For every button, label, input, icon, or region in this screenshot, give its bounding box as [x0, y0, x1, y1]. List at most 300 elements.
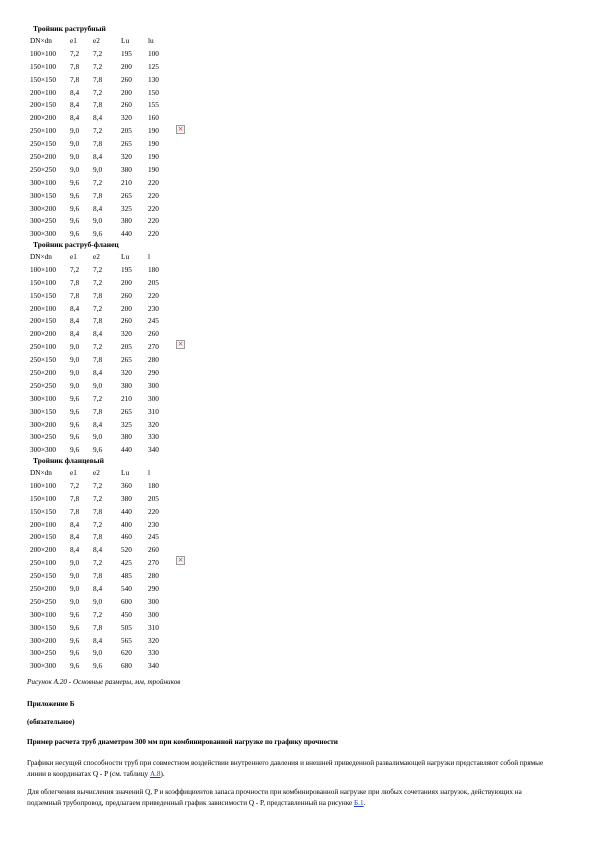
table-header-row: [30, 251, 173, 264]
table-row: [30, 125, 173, 138]
table-cell: 200×200: [30, 329, 57, 339]
table-cell: 190: [148, 164, 159, 174]
table-cell: 7,8: [70, 290, 80, 300]
table-cell: 7,2: [93, 277, 103, 287]
table-cell: 250×100: [30, 342, 57, 352]
table-cell: 7,8: [93, 190, 103, 200]
table-cell: 100: [148, 48, 159, 58]
table-cell: 130: [148, 74, 159, 84]
table-cell: 300×200: [30, 635, 57, 645]
table-cell: 300×250: [30, 216, 57, 226]
table-cell: 250×100: [30, 126, 57, 136]
table-cell: 9,0: [70, 558, 80, 568]
table-cell: 7,2: [93, 177, 103, 187]
table-cell: 565: [121, 635, 132, 645]
table-cell: 150×100: [30, 493, 57, 503]
table-cell: 250×250: [30, 596, 57, 606]
table-cell: 265: [121, 355, 132, 365]
table-cell: 7,2: [93, 87, 103, 97]
table-cell: 250×200: [30, 152, 57, 162]
table-cell: 8,4: [70, 87, 80, 97]
table-cell: 460: [121, 532, 132, 542]
table-cell: 7,2: [93, 480, 103, 490]
table-cell: 9,0: [93, 596, 103, 606]
figure-b1-link[interactable]: Б.1: [354, 798, 364, 807]
table-cell: 9,6: [70, 445, 80, 455]
table-cell: 620: [121, 648, 132, 658]
table-cell: 7,2: [93, 264, 103, 274]
table-cell: 7,2: [93, 61, 103, 71]
table-cell: 8,4: [93, 368, 103, 378]
table-cell: 220: [148, 506, 159, 516]
table-cell: 7,8: [93, 532, 103, 542]
table-cell: 9,0: [93, 216, 103, 226]
table-cell: 9,6: [70, 661, 80, 671]
table-cell: 150×150: [30, 290, 57, 300]
table-cell: 9,6: [70, 432, 80, 442]
table-row: [30, 177, 173, 190]
table-cell: 200: [121, 277, 132, 287]
table-cell: 8,4: [70, 303, 80, 313]
table-cell: 270: [148, 558, 159, 568]
table-cell: 9,6: [70, 229, 80, 239]
table-row: [30, 480, 173, 493]
table-cell: 9,0: [70, 126, 80, 136]
table-cell: 8,4: [70, 545, 80, 555]
table-cell: 7,8: [93, 622, 103, 632]
table-row: [30, 74, 173, 87]
table-cell: 280: [148, 571, 159, 581]
table-cell: 205: [148, 493, 159, 503]
table-cell: 205: [121, 342, 132, 352]
table-cell: 9,6: [70, 216, 80, 226]
table-cell: 7,2: [70, 480, 80, 490]
table-cell: 300×300: [30, 445, 57, 455]
table-cell: 320: [121, 329, 132, 339]
broken-image-icon: ×: [177, 340, 184, 348]
table-cell: 310: [148, 622, 159, 632]
table-cell: 200×200: [30, 545, 57, 555]
table-cell: 260: [121, 100, 132, 110]
table-cell: 150: [148, 87, 159, 97]
table-row: [30, 87, 173, 100]
table-cell: 220: [148, 177, 159, 187]
table-cell: 290: [148, 584, 159, 594]
table-header-cell: e1: [70, 36, 77, 45]
table-row: [30, 48, 173, 61]
table-cell: 320: [148, 419, 159, 429]
paragraph-1: [27, 758, 547, 779]
table-cell: 540: [121, 584, 132, 594]
table-cell: 125: [148, 61, 159, 71]
table-cell: 7,2: [93, 519, 103, 529]
table-row: [30, 493, 173, 506]
table-cell: 9,6: [70, 406, 80, 416]
table-cell: 260: [148, 329, 159, 339]
table-cell: 300×250: [30, 648, 57, 658]
table-row: [30, 164, 173, 177]
table-cell: 300: [148, 609, 159, 619]
table-cell: 8,4: [70, 329, 80, 339]
table-cell: 150×100: [30, 277, 57, 287]
table-cell: 380: [121, 493, 132, 503]
table-cell: 230: [148, 303, 159, 313]
table-cell: 300×100: [30, 393, 57, 403]
table-cell: 260: [121, 290, 132, 300]
table-cell: 9,0: [93, 380, 103, 390]
table-cell: 260: [148, 545, 159, 555]
table-cell: 9,6: [93, 445, 103, 455]
table-row: [30, 328, 173, 341]
table-cell: 9,6: [70, 203, 80, 213]
table-cell: 7,2: [93, 342, 103, 352]
table-cell: 7,8: [70, 506, 80, 516]
table-cell: 190: [148, 152, 159, 162]
table-cell: 245: [148, 532, 159, 542]
table-cell: 9,6: [93, 661, 103, 671]
table-cell: 195: [121, 264, 132, 274]
table-cell: 300×250: [30, 432, 57, 442]
table-row: [30, 99, 173, 112]
table-header-cell: l: [148, 468, 151, 477]
table-cell: 8,4: [93, 152, 103, 162]
table-header-cell: Lu: [121, 252, 130, 261]
table-row: [30, 264, 173, 277]
table-cell: 300×150: [30, 622, 57, 632]
table-cell: 7,2: [70, 48, 80, 58]
table-row: [30, 367, 173, 380]
table-cell: 8,4: [93, 545, 103, 555]
table-cell: 600: [121, 596, 132, 606]
table-cell: 250×250: [30, 164, 57, 174]
table-cell: 8,4: [70, 100, 80, 110]
broken-image-icon: ×: [177, 125, 184, 133]
figure-caption: Рисунок А.20 - Основные размеры, мм, тройников: [27, 678, 181, 686]
table-cell: 380: [121, 432, 132, 442]
table-block: [30, 238, 173, 457]
table-cell: 300×100: [30, 609, 57, 619]
table-cell: 100×100: [30, 48, 57, 58]
table-cell: 245: [148, 316, 159, 326]
table-cell: 8,4: [70, 316, 80, 326]
table-cell: 300×200: [30, 419, 57, 429]
table-cell: 8,4: [93, 113, 103, 123]
table-cell: 220: [148, 290, 159, 300]
table-cell: 230: [148, 519, 159, 529]
table-row: [30, 315, 173, 328]
table-row: [30, 570, 173, 583]
table-cell: 200: [121, 61, 132, 71]
table-cell: 7,8: [70, 74, 80, 84]
table-cell: 190: [148, 126, 159, 136]
table-row: [30, 531, 173, 544]
table-row: [30, 519, 173, 532]
table-cell: 300: [148, 596, 159, 606]
table-cell: 400: [121, 519, 132, 529]
table-title: Тройник раструб-фланец: [33, 240, 119, 249]
paragraph-1-text: Графики несущей способности труб при совместном воздействии внутреннего давления и внешней приведенной развалимающей нагрузки представляют собой прямые линии в координатах Q - P (см. таблицу: [27, 759, 544, 778]
table-cell: 9,0: [70, 584, 80, 594]
table-cell: 150×150: [30, 506, 57, 516]
table-cell: 380: [121, 164, 132, 174]
table-cell: 250×250: [30, 380, 57, 390]
table-cell: 260: [121, 74, 132, 84]
table-cell: 220: [148, 216, 159, 226]
table-cell: 7,8: [93, 290, 103, 300]
table-cell: 200×150: [30, 100, 57, 110]
table-cell: 300×150: [30, 406, 57, 416]
table-cell: 310: [148, 406, 159, 416]
table-cell: 9,0: [93, 432, 103, 442]
table-header-cell: Lu: [121, 36, 130, 45]
table-cell: 160: [148, 113, 159, 123]
table-block: [30, 22, 173, 241]
table-row: [30, 112, 173, 125]
table-cell: 7,8: [70, 277, 80, 287]
table-cell: 9,6: [70, 635, 80, 645]
table-cell: 320: [121, 368, 132, 378]
table-cell: 325: [121, 419, 132, 429]
table-row: [30, 215, 173, 228]
table-row: [30, 609, 173, 622]
table-row: [30, 419, 173, 432]
table-cell: 7,2: [93, 303, 103, 313]
table-cell: 9,0: [70, 368, 80, 378]
table-cell: 300×100: [30, 177, 57, 187]
table-cell: 9,6: [70, 190, 80, 200]
table-cell: 200×100: [30, 303, 57, 313]
table-cell: 300×150: [30, 190, 57, 200]
table-cell: 300×300: [30, 661, 57, 671]
table-cell: 9,6: [70, 648, 80, 658]
paragraph-2-end: .: [363, 798, 366, 807]
table-row: [30, 406, 173, 419]
table-header-cell: e1: [70, 252, 77, 261]
table-cell: 9,6: [70, 393, 80, 403]
table-header-row: [30, 35, 173, 48]
table-cell: 220: [148, 190, 159, 200]
table-cell: 250×150: [30, 139, 57, 149]
table-row: [30, 506, 173, 519]
table-row: [30, 277, 173, 290]
table-cell: 8,4: [93, 419, 103, 429]
table-cell: 210: [121, 177, 132, 187]
table-cell: 7,2: [93, 48, 103, 58]
table-cell: 325: [121, 203, 132, 213]
table-cell: 440: [121, 506, 132, 516]
table-header-cell: DN×dn: [30, 252, 52, 261]
table-row: [30, 61, 173, 74]
table-row: [30, 660, 173, 673]
table-cell: 9,6: [70, 609, 80, 619]
table-cell: 7,2: [93, 609, 103, 619]
appendix-title: Приложение Б: [27, 700, 75, 708]
table-a8-link[interactable]: А.8: [149, 769, 161, 778]
table-cell: 7,2: [93, 493, 103, 503]
table-cell: 9,6: [70, 177, 80, 187]
table-cell: 300×200: [30, 203, 57, 213]
table-cell: 9,0: [70, 139, 80, 149]
table-row: [30, 557, 173, 570]
table-row: [30, 151, 173, 164]
table-cell: 450: [121, 609, 132, 619]
table-cell: 440: [121, 229, 132, 239]
table-cell: 340: [148, 445, 159, 455]
table-header-cell: l: [148, 252, 151, 261]
table-header-cell: e2: [93, 252, 100, 261]
table-cell: 8,4: [70, 532, 80, 542]
table-cell: 200: [121, 303, 132, 313]
table-row: [30, 341, 173, 354]
table-title: Тройник раструбный: [33, 24, 106, 33]
table-cell: 265: [121, 139, 132, 149]
table-cell: 290: [148, 368, 159, 378]
table-cell: 150×100: [30, 61, 57, 71]
table-cell: 7,8: [93, 355, 103, 365]
table-cell: 360: [121, 480, 132, 490]
table-cell: 9,6: [70, 419, 80, 429]
table-cell: 505: [121, 622, 132, 632]
table-row: [30, 290, 173, 303]
table-cell: 8,4: [93, 329, 103, 339]
table-header-cell: DN×dn: [30, 468, 52, 477]
table-cell: 200: [121, 87, 132, 97]
table-header-cell: DN×dn: [30, 36, 52, 45]
table-cell: 200×150: [30, 532, 57, 542]
broken-image-icon: ×: [177, 556, 184, 564]
table-row: [30, 190, 173, 203]
table-cell: 520: [121, 545, 132, 555]
table-cell: 7,2: [93, 558, 103, 568]
table-row: [30, 203, 173, 216]
table-cell: 8,4: [93, 584, 103, 594]
table-row: [30, 431, 173, 444]
table-cell: 9,0: [93, 164, 103, 174]
table-title: Тройник фланцевый: [33, 456, 104, 465]
table-header-cell: e2: [93, 468, 100, 477]
table-cell: 250×200: [30, 368, 57, 378]
table-cell: 9,0: [93, 648, 103, 658]
table-row: [30, 647, 173, 660]
paragraph-2-text: Для облегчения вычисления значений Q, P и коэффициентов запаса прочности при комбинированной нагрузке при любых сочетаниях нагрузок, действующих на подземный трубопровод, предлагаем приведенный график зависимости Q - P, представленный на рисунке: [27, 788, 522, 807]
table-cell: 340: [148, 661, 159, 671]
table-header-cell: Lu: [121, 468, 130, 477]
table-cell: 300: [148, 393, 159, 403]
table-cell: 9,0: [70, 596, 80, 606]
table-cell: 9,0: [70, 355, 80, 365]
table-cell: 210: [121, 393, 132, 403]
table-cell: 200×100: [30, 519, 57, 529]
table-cell: 7,8: [93, 571, 103, 581]
table-cell: 300×300: [30, 229, 57, 239]
table-cell: 9,0: [70, 342, 80, 352]
paragraph-2: [27, 787, 555, 808]
table-row: [30, 354, 173, 367]
table-cell: 250×150: [30, 571, 57, 581]
table-row: [30, 138, 173, 151]
table-cell: 320: [148, 635, 159, 645]
table-header-cell: lu: [148, 36, 154, 45]
table-cell: 7,8: [70, 61, 80, 71]
table-cell: 250×200: [30, 584, 57, 594]
table-cell: 380: [121, 380, 132, 390]
table-cell: 680: [121, 661, 132, 671]
table-cell: 330: [148, 432, 159, 442]
table-cell: 280: [148, 355, 159, 365]
table-cell: 265: [121, 190, 132, 200]
table-cell: 9,0: [70, 164, 80, 174]
table-cell: 7,2: [93, 126, 103, 136]
table-cell: 250×150: [30, 355, 57, 365]
table-cell: 485: [121, 571, 132, 581]
table-cell: 7,8: [93, 406, 103, 416]
table-cell: 270: [148, 342, 159, 352]
table-cell: 9,0: [70, 380, 80, 390]
table-cell: 9,6: [70, 622, 80, 632]
table-row: [30, 393, 173, 406]
table-cell: 425: [121, 558, 132, 568]
table-cell: 440: [121, 445, 132, 455]
table-cell: 7,2: [70, 264, 80, 274]
table-cell: 7,8: [93, 506, 103, 516]
table-cell: 9,0: [70, 571, 80, 581]
table-header-cell: e2: [93, 36, 100, 45]
table-cell: 200×100: [30, 87, 57, 97]
table-row: [30, 622, 173, 635]
table-block: [30, 454, 173, 673]
table-cell: 205: [148, 277, 159, 287]
table-cell: 250×100: [30, 558, 57, 568]
table-row: [30, 635, 173, 648]
table-cell: 220: [148, 229, 159, 239]
table-cell: 8,4: [70, 113, 80, 123]
table-cell: 180: [148, 480, 159, 490]
table-cell: 220: [148, 203, 159, 213]
table-cell: 330: [148, 648, 159, 658]
table-cell: 7,8: [70, 493, 80, 503]
table-cell: 380: [121, 216, 132, 226]
table-row: [30, 303, 173, 316]
table-cell: 7,8: [93, 139, 103, 149]
table-cell: 180: [148, 264, 159, 274]
table-header-cell: e1: [70, 468, 77, 477]
table-cell: 7,8: [93, 100, 103, 110]
table-cell: 150×150: [30, 74, 57, 84]
table-cell: 8,4: [93, 203, 103, 213]
table-row: [30, 596, 173, 609]
table-cell: 195: [121, 48, 132, 58]
appendix-note: (обязательное): [27, 718, 75, 726]
table-cell: 8,4: [93, 635, 103, 645]
example-title: Пример расчета труб диаметром 300 мм при комбинированной нагрузке по графику прочности: [27, 738, 338, 746]
table-cell: 9,0: [70, 152, 80, 162]
table-cell: 205: [121, 126, 132, 136]
table-header-row: [30, 467, 173, 480]
table-row: [30, 583, 173, 596]
table-cell: 7,8: [93, 316, 103, 326]
table-cell: 155: [148, 100, 159, 110]
paragraph-1-end: ).: [160, 769, 165, 778]
table-cell: 260: [121, 316, 132, 326]
table-cell: 300: [148, 380, 159, 390]
table-cell: 100×100: [30, 480, 57, 490]
table-row: [30, 544, 173, 557]
table-cell: 320: [121, 152, 132, 162]
table-cell: 265: [121, 406, 132, 416]
table-cell: 9,6: [93, 229, 103, 239]
table-cell: 7,8: [93, 74, 103, 84]
table-cell: 200×150: [30, 316, 57, 326]
